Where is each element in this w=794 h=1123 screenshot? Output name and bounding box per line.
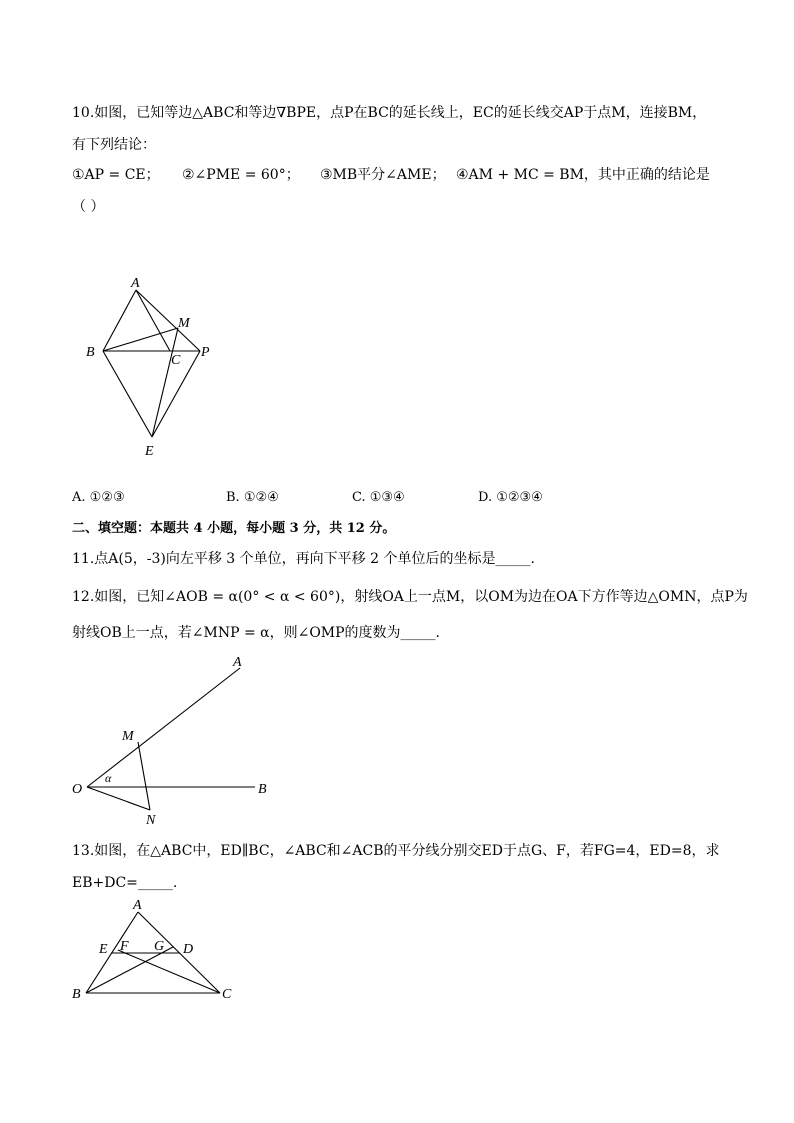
q12-label-M: M: [122, 729, 134, 744]
q10-label-A: A: [131, 276, 140, 291]
q10-label-B: B: [86, 345, 95, 360]
q13-label-G: G: [154, 939, 165, 954]
q10-label-M: M: [178, 316, 190, 331]
q10-answer-paren: （ ）: [72, 199, 105, 215]
q10-figure: [80, 272, 240, 462]
q12-label-A: A: [233, 655, 242, 670]
q11-text: 11.点A(5，-3)向左平移 3 个单位，再向下平移 2 个单位后的坐标是_____.: [72, 551, 535, 567]
q13-label-A: A: [133, 898, 142, 913]
q12-figure: [70, 652, 280, 827]
q10-conclusion-1: ①AP = CE；: [72, 167, 160, 183]
q10-label-C: C: [171, 353, 181, 368]
q10-option-b[interactable]: B. ①②④: [226, 490, 279, 505]
q13-figure: [70, 895, 240, 1005]
q13-label-C: C: [222, 987, 232, 1002]
q10-option-d[interactable]: D. ①②③④: [478, 490, 543, 505]
q13-label-B: B: [72, 987, 81, 1002]
q10-label-E: E: [145, 444, 154, 459]
q10-option-c[interactable]: C. ①③④: [352, 490, 405, 505]
q10-line1: 10.如图，已知等边△ABC和等边∇BPE，点P在BC的延长线上，EC的延长线交AP于点M，连接BM，: [72, 105, 707, 121]
q12-label-alpha: α: [105, 771, 112, 785]
q10-conclusion-2: ②∠PME = 60°；: [182, 167, 300, 183]
q12-line1: 12.如图，已知∠AOB = α(0° < α < 60°)，射线OA上一点M，以OM为边在OA下方作等边△OMN，点P为: [72, 589, 748, 605]
q13-label-F: F: [120, 939, 129, 954]
q10-figure-lines: [103, 290, 200, 437]
q10-line2: 有下列结论：: [72, 137, 156, 153]
q12-label-O: O: [72, 782, 83, 797]
q12-line2: 射线OB上一点，若∠MNP = α，则∠OMP的度数为_____.: [72, 625, 440, 641]
q13-line2: EB+DC=_____.: [72, 875, 178, 891]
q10-conclusion-3: ③MB平分∠AME；: [320, 167, 446, 183]
q13-line1: 13.如图，在△ABC中，ED∥BC，∠ABC和∠ACB的平分线分别交ED于点G、F，若FG=4，ED=8，求: [72, 843, 720, 859]
q13-label-D: D: [183, 942, 194, 957]
q12-label-N: N: [146, 813, 156, 828]
q10-option-a[interactable]: A. ①②③: [72, 490, 125, 505]
section-2-heading: 二、填空题：本题共 4 小题，每小题 3 分，共 12 分。: [72, 521, 396, 536]
q13-label-E: E: [99, 942, 108, 957]
q10-label-P: P: [201, 345, 210, 360]
q12-label-B: B: [258, 782, 267, 797]
q10-conclusion-4: ④AM + MC = BM，其中正确的结论是: [456, 167, 710, 183]
